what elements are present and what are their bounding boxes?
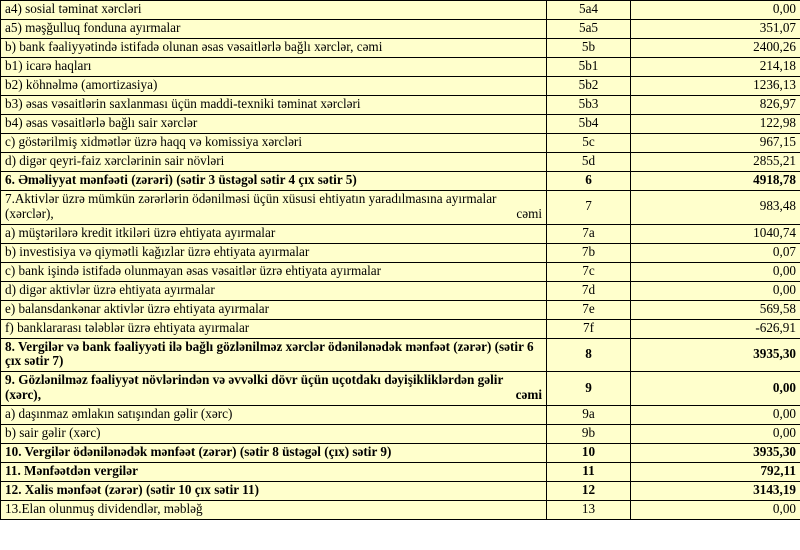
table-row bbox=[1, 243, 800, 262]
row-label: 7.Aktivlər üzrə mümkün zərərlərin ödənilməsi üçün xüsusi ehtiyatın yaradılmasına ayırmalar (xərclər), cəmi bbox=[1, 191, 547, 225]
row-label: a5) məşğulluq fonduna ayırmalar bbox=[1, 20, 547, 39]
row-value: 0,00 bbox=[631, 500, 800, 519]
row-label: c) göstərilmiş xidmətlər üzrə haqq və komissiya xərcləri bbox=[1, 134, 547, 153]
table-row bbox=[1, 58, 800, 77]
row-code: 5a4 bbox=[547, 1, 631, 20]
table-row bbox=[1, 115, 800, 134]
row-value: 3935,30 bbox=[631, 338, 800, 372]
table-row bbox=[1, 191, 800, 225]
row-code: 11 bbox=[547, 462, 631, 481]
row-value: 826,97 bbox=[631, 96, 800, 115]
row-code: 5a5 bbox=[547, 20, 631, 39]
row-label: a) müştərilərə kredit itkiləri üzrə ehtiyata ayırmalar bbox=[1, 224, 547, 243]
row-label: b4) əsas vəsaitlərlə bağlı sair xərclər bbox=[1, 115, 547, 134]
row-value: 792,11 bbox=[631, 462, 800, 481]
table-row bbox=[1, 77, 800, 96]
row-code: 10 bbox=[547, 443, 631, 462]
row-label: 13.Elan olunmuş dividendlər, məbləğ bbox=[1, 500, 547, 519]
row-value: 967,15 bbox=[631, 134, 800, 153]
row-label: b) bank fəaliyyətində istifadə olunan əsas vəsaitlərlə bağlı xərclər, cəmi bbox=[1, 39, 547, 58]
row-code: 5b2 bbox=[547, 77, 631, 96]
row-code: 5b1 bbox=[547, 58, 631, 77]
row-code: 7e bbox=[547, 300, 631, 319]
row-value: 3143,19 bbox=[631, 481, 800, 500]
row-value: 1040,74 bbox=[631, 224, 800, 243]
row-value: 214,18 bbox=[631, 58, 800, 77]
table-body bbox=[1, 1, 800, 520]
row-value: 1236,13 bbox=[631, 77, 800, 96]
row-label: e) balansdankənar aktivlər üzrə ehtiyata ayırmalar bbox=[1, 300, 547, 319]
table-row bbox=[1, 172, 800, 191]
table-row bbox=[1, 39, 800, 58]
row-label: d) digər qeyri-faiz xərclərinin sair növləri bbox=[1, 153, 547, 172]
row-label: 9. Gözlənilməz fəaliyyət növlərindən və əvvəlki dövr üçün uçotdakı dəyişikliklərdən gəlir (xərc), cəmi bbox=[1, 372, 547, 406]
row-value: 0,00 bbox=[631, 1, 800, 20]
row-label: a4) sosial təminat xərcləri bbox=[1, 1, 547, 20]
row-code: 9b bbox=[547, 424, 631, 443]
table-row bbox=[1, 153, 800, 172]
row-value: 569,58 bbox=[631, 300, 800, 319]
table-row bbox=[1, 462, 800, 481]
row-code: 7 bbox=[547, 191, 631, 225]
row-label: a) daşınmaz əmlakın satışından gəlir (xərc) bbox=[1, 405, 547, 424]
row-label: 12. Xalis mənfəət (zərər) (sətir 10 çıx sətir 11) bbox=[1, 481, 547, 500]
table-row bbox=[1, 500, 800, 519]
table-row bbox=[1, 372, 800, 406]
table-row bbox=[1, 481, 800, 500]
table-row bbox=[1, 1, 800, 20]
row-code: 12 bbox=[547, 481, 631, 500]
row-code: 5c bbox=[547, 134, 631, 153]
row-label: b) investisiya və qiymətli kağızlar üzrə ehtiyata ayırmalar bbox=[1, 243, 547, 262]
table-row bbox=[1, 424, 800, 443]
row-value: -626,91 bbox=[631, 319, 800, 338]
row-label: b) sair gəlir (xərc) bbox=[1, 424, 547, 443]
table-row bbox=[1, 20, 800, 39]
row-code: 7c bbox=[547, 262, 631, 281]
table-row bbox=[1, 281, 800, 300]
row-label: 6. Əməliyyat mənfəəti (zərəri) (sətir 3 üstəgəl sətir 4 çıx sətir 5) bbox=[1, 172, 547, 191]
row-value: 4918,78 bbox=[631, 172, 800, 191]
row-code: 5b bbox=[547, 39, 631, 58]
row-code: 7f bbox=[547, 319, 631, 338]
table-row bbox=[1, 134, 800, 153]
row-value: 0,00 bbox=[631, 424, 800, 443]
row-code: 5b4 bbox=[547, 115, 631, 134]
row-value: 351,07 bbox=[631, 20, 800, 39]
row-label: b3) əsas vəsaitlərin saxlanması üçün maddi-texniki təminat xərcləri bbox=[1, 96, 547, 115]
table-row bbox=[1, 224, 800, 243]
row-label: 11. Mənfəətdən vergilər bbox=[1, 462, 547, 481]
row-code: 9a bbox=[547, 405, 631, 424]
row-value: 122,98 bbox=[631, 115, 800, 134]
row-code: 8 bbox=[547, 338, 631, 372]
row-code: 7a bbox=[547, 224, 631, 243]
row-code: 7d bbox=[547, 281, 631, 300]
row-label: d) digər aktivlər üzrə ehtiyata ayırmalar bbox=[1, 281, 547, 300]
row-value: 983,48 bbox=[631, 191, 800, 225]
table-row bbox=[1, 262, 800, 281]
row-code: 5d bbox=[547, 153, 631, 172]
row-label: c) bank işində istifadə olunmayan əsas vəsaitlər üzrə ehtiyata ayırmalar bbox=[1, 262, 547, 281]
table-row bbox=[1, 405, 800, 424]
table-row bbox=[1, 319, 800, 338]
row-value: 0,00 bbox=[631, 262, 800, 281]
row-value: 2855,21 bbox=[631, 153, 800, 172]
row-code: 7b bbox=[547, 243, 631, 262]
row-value: 0,00 bbox=[631, 281, 800, 300]
row-code: 6 bbox=[547, 172, 631, 191]
row-code: 9 bbox=[547, 372, 631, 406]
row-label: f) banklararası tələblər üzrə ehtiyata ayırmalar bbox=[1, 319, 547, 338]
row-value: 3935,30 bbox=[631, 443, 800, 462]
row-value: 0,00 bbox=[631, 405, 800, 424]
row-value: 2400,26 bbox=[631, 39, 800, 58]
row-value: 0,00 bbox=[631, 372, 800, 406]
row-label: b1) icarə haqları bbox=[1, 58, 547, 77]
table-row bbox=[1, 300, 800, 319]
row-label: b2) köhnəlmə (amortizasiya) bbox=[1, 77, 547, 96]
table-row bbox=[1, 96, 800, 115]
row-label: 8. Vergilər və bank fəaliyyəti ilə bağlı gözlənilməz xərclər ödənilənədək mənfəət (zərər) (sətir 6 çıx sətir 7) bbox=[1, 338, 547, 372]
row-value: 0,07 bbox=[631, 243, 800, 262]
row-code: 5b3 bbox=[547, 96, 631, 115]
row-label: 10. Vergilər ödənilənədək mənfəət (zərər) (sətir 8 üstəgəl (çıx) sətir 9) bbox=[1, 443, 547, 462]
row-code: 13 bbox=[547, 500, 631, 519]
table-row bbox=[1, 443, 800, 462]
table-row bbox=[1, 338, 800, 372]
